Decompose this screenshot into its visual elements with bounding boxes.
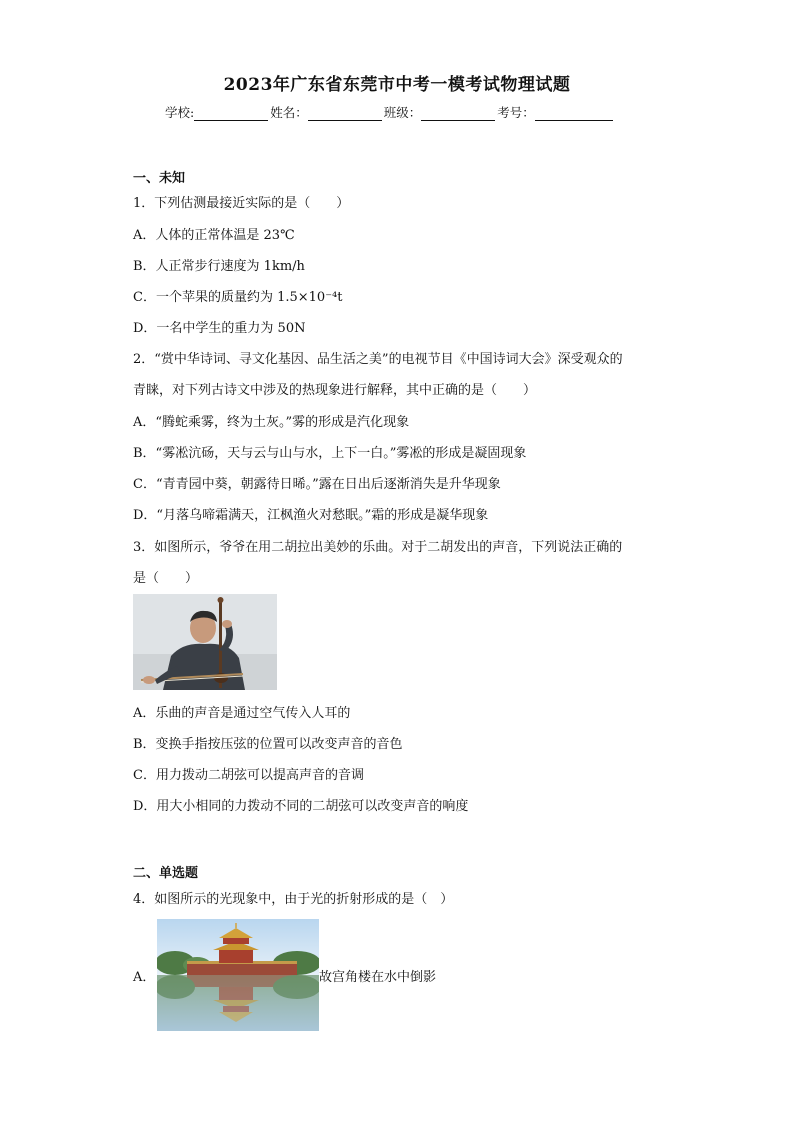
q2-stem-line1: 2．“赏中华诗词、寻文化基因、品生活之美”的电视节目《中国诗词大会》深受观众的	[133, 352, 623, 367]
name-label: 姓名：	[270, 105, 308, 120]
q1-option-d[interactable]: D．一名中学生的重力为 50N	[133, 321, 306, 336]
q3-option-b[interactable]: B．变换手指按压弦的位置可以改变声音的音色	[133, 737, 403, 752]
q3-option-a[interactable]: A．乐曲的声音是通过空气传入人耳的	[133, 706, 351, 721]
q3-option-c[interactable]: C．用力拨动二胡弦可以提高声音的音调	[133, 768, 364, 783]
q1-option-a[interactable]: A．人体的正常体温是 23℃	[133, 228, 295, 243]
q3-stem-line1: 3．如图所示，爷爷在用二胡拉出美妙的乐曲。对于二胡发出的声音，下列说法正确的	[133, 540, 623, 555]
corner-tower-photo[interactable]	[157, 919, 319, 1031]
q2-stem-line2: 青睐，对下列古诗文中涉及的热现象进行解释，其中正确的是（ ）	[133, 383, 537, 398]
q2-option-c[interactable]: C．“青青园中葵，朝露待日晞。”露在日出后逐渐消失是升华现象	[133, 477, 501, 492]
student-info-line	[165, 103, 615, 121]
exam-title: 2023年广东省东莞市中考一模考试物理试题	[223, 75, 571, 95]
section-heading-unknown: 一、未知	[133, 171, 186, 186]
erhu-player-illustration	[133, 594, 277, 690]
school-blank[interactable]	[194, 106, 268, 121]
q4-stem: 4．如图所示的光现象中，由于光的折射形成的是（ ）	[133, 892, 454, 907]
q3-option-d[interactable]: D．用大小相同的力拨动不同的二胡弦可以改变声音的响度	[133, 799, 469, 814]
q4-option-a-prefix[interactable]: A．	[133, 970, 156, 985]
class-blank[interactable]	[421, 106, 495, 121]
erhu-player-photo	[133, 594, 277, 690]
q1-option-b[interactable]: B．人正常步行速度为 1km/h	[133, 259, 305, 274]
corner-tower-reflection-illustration	[157, 919, 319, 1031]
class-label: 班级：	[383, 105, 422, 120]
section-heading-single-choice: 二、单选题	[133, 866, 199, 881]
q1-option-c[interactable]: C．一个苹果的质量约为 1.5×10⁻⁴t	[133, 290, 343, 305]
q3-stem-line2: 是（ ）	[133, 571, 199, 586]
number-blank[interactable]	[535, 106, 613, 121]
q2-option-d[interactable]: D．“月落乌啼霜满天，江枫渔火对愁眠。”霜的形成是凝华现象	[133, 508, 489, 523]
name-blank[interactable]	[308, 106, 382, 121]
q2-option-a[interactable]: A．“腾蛇乘雾，终为土灰。”雾的形成是汽化现象	[133, 415, 410, 430]
q1-stem: 1．下列估测最接近实际的是（ ）	[133, 196, 350, 211]
number-label: 考号：	[497, 105, 535, 120]
q4-option-a-caption: 故宫角楼在水中倒影	[319, 970, 437, 985]
school-label: 学校:	[165, 105, 195, 120]
q2-option-b[interactable]: B．“雾凇沆砀，天与云与山与水，上下一白。”雾凇的形成是凝固现象	[133, 446, 527, 461]
